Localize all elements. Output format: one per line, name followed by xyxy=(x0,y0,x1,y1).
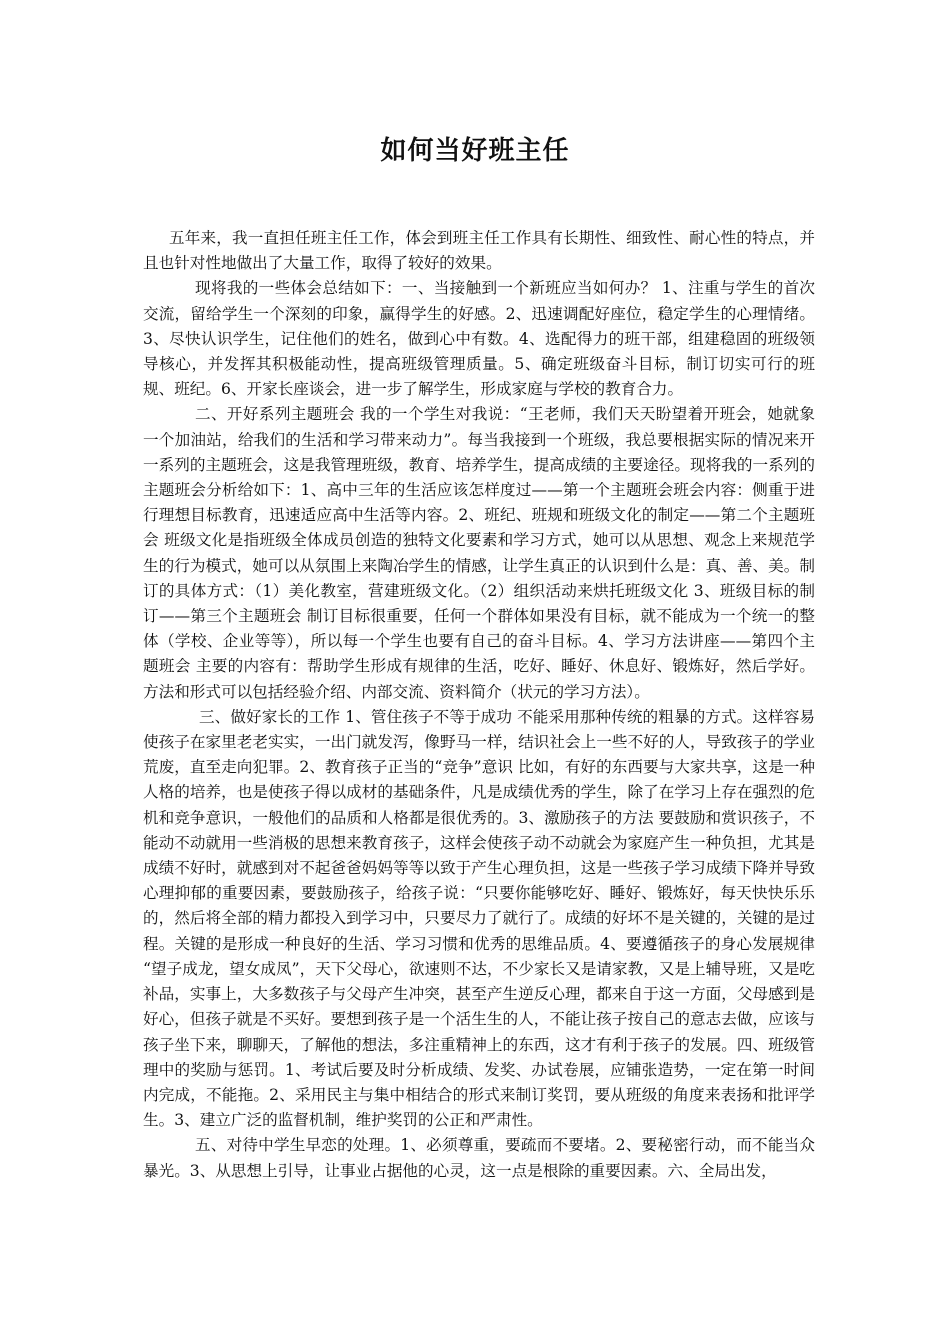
paragraph-intro: 五年来，我一直担任班主任工作，体会到班主任工作具有长期性、细致性、耐心性的特点，并且也针对性地做出了大量工作，取得了较好的效果。 xyxy=(143,229,815,273)
paragraph-section-1: 现将我的一些体会总结如下：一、当接触到一个新班应当如何办？ 1、注重与学生的首次交流，留给学生一个深刻的印象，赢得学生的好感。2、迅速调配好座位，稳定学生的心理情绪。3、尽快认识学生，记住他们的姓名，做到心中有数。4、选配得力的班干部，组建稳固的班级领导核心，并发挥其积极能动性，提高班级管理质量。5、确定班级奋斗目标，制订切实可行的班规、班纪。6、开家长座谈会，进一步了解学生，形成家庭与学校的教育合力。 xyxy=(143,279,815,399)
paragraph-section-3: 三、做好家长的工作 1、管住孩子不等于成功 不能采用那种传统的粗暴的方式。这样容易使孩子在家里老老实实，一出门就发泻，像野马一样，结识社会上一些不好的人，导致孩子的学业荒废，直至走向犯罪。2、教育孩子正当的“竞争”意识 比如，有好的东西要与大家共享，这是一种人格的培养，也是使孩子得以成材的基础条件，凡是成绩优秀的学生，除了在学习上存在强烈的危机和竞争意识，一般他们的品质和人格都是很优秀的。3、激励孩子的方法 要鼓励和赏识孩子，不能动不动就用一些消极的思想来教育孩子，这样会使孩子动不动就会为家庭产生一种负担，尤其是成绩不好时，就感到对不起爸爸妈妈等等以致于产生心理负担，这是一些孩子学习成绩下降并导致心理抑郁的重要因素，要鼓励孩子，给孩子说：“只要你能够吃好、睡好、锻炼好，每天快快乐乐的，然后将全部的精力都投入到学习中，只要尽力了就行了。成绩的好坏不是关键的，关键的是过程。关键的是形成一种良好的生活、学习习惯和优秀的思维品质。4、要遵循孩子的身心发展规律 “望子成龙，望女成凤”，天下父母心，欲速则不达，不少家长又是请家教，又是上辅导班，又是吃补品，实事上，大多数孩子与父母产生冲突，甚至产生逆反心理，都来自于这一方面，父母感到是好心，但孩子就是不买好。要想到孩子是一个活生生的人，不能让孩子按自己的意志去做，应该与孩子坐下来，聊聊天，了解他的想法，多注重精神上的东西，这才有利于孩子的发展。四、班级管理中的奖励与惩罚。1、考试后要及时分析成绩、发奖、办试卷展，应铺张造势，一定在第一时间内完成，不能拖。2、采用民主与集中相结合的形式来制订奖罚，要从班级的角度来表扬和批评学生。3、建立广泛的监督机制，维护奖罚的公正和严肃性。 xyxy=(143,707,815,1130)
paragraph-section-5: 五、对待中学生早恋的处理。1、必须尊重，要疏而不要堵。2、要秘密行动，而不能当众暴光。3、从思想上引导，让事业占据他的心灵，这一点是根除的重要因素。六、全局出发， xyxy=(143,1136,815,1180)
paragraph-section-2: 二、开好系列主题班会 我的一个学生对我说：“王老师，我们天天盼望着开班会，她就象一个加油站，给我们的生活和学习带来动力”。每当我接到一个班级，我总要根据实际的情况来开一系列的主题班会，这是我管理班级，教育、培养学生，提高成绩的主要途径。现将我的一系列的主题班会分析给如下：1、高中三年的生活应该怎样度过——第一个主题班会班会内容：侧重于进行理想目标教育，迅速适应高中生活等内容。2、班纪、班规和班级文化的制定——第二个主题班会 班级文化是指班级全体成员创造的独特文化要素和学习方式，她可以从思想、观念上来规范学生的行为模式，她可以从氛围上来陶冶学生的情感，让学生真正的认识到什么是：真、善、美。制订的具体方式：（1）美化教室，营建班级文化。（2）组织活动来烘托班级文化 3、班级目标的制订——第三个主题班会 制订目标很重要，任何一个群体如果没有目标，就不能成为一个统一的整体（学校、企业等等），所以每一个学生也要有自己的奋斗目标。4、学习方法讲座——第四个主题班会 主要的内容有：帮助学生形成有规律的生活，吃好、睡好、休息好、锻炼好，然后学好。方法和形式可以包括经验介绍、内部交流、资料简介（状元的学习方法）。 xyxy=(143,405,815,701)
document-title: 如何当好班主任 xyxy=(380,136,570,166)
document-body xyxy=(143,226,815,1184)
